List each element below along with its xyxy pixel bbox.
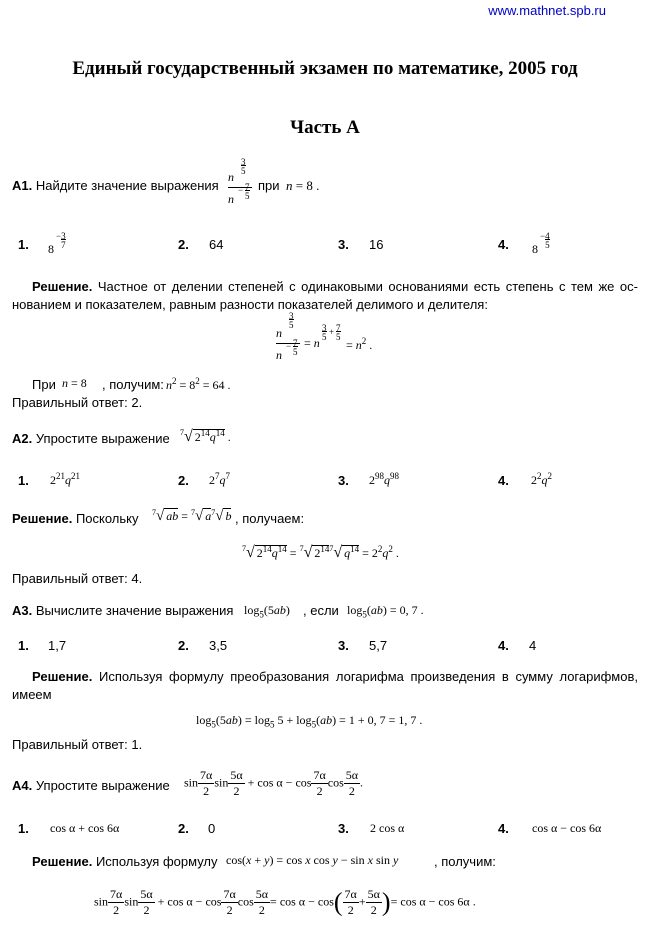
a2-option-3[interactable]: 3.	[338, 473, 349, 488]
a1-option-3-value: 16	[369, 237, 384, 252]
a2-option-2[interactable]: 2.	[178, 473, 189, 488]
a2-answer: Правильный ответ: 4.	[12, 571, 143, 586]
a1-option-2[interactable]: 2.	[178, 237, 189, 252]
a2-solution-formula-1: $^7$√ ab = $^7$√ $a^7√$ b	[152, 508, 232, 524]
a1-option-2-value: 64	[209, 237, 224, 252]
a2-solution-formula-2: $^7$√ $2^{14}q^{14} = ^7√$ $2^{147}√$ $q^{14} = 2^2q^2$ .	[242, 544, 399, 561]
a4-expression: sin $\frac{7\alpha}{2}$ sin $\frac{5\alpha}{2}$ + cos α − cos $\frac{7\alpha}{2}$ cos $\frac{5\alpha}{2}$ .	[184, 768, 364, 798]
a1-when: При	[32, 377, 56, 392]
part-title: Часть А	[290, 117, 360, 138]
a3-solution-formula: $\log_5(5ab) = \log_5 5 + \log_5(ab) = 1 + 0$, 7 = 1, 7 .	[196, 713, 423, 730]
a3-option-3[interactable]: 3.	[338, 638, 349, 653]
a1-option-1[interactable]: 1.	[18, 237, 29, 252]
a1-option-3[interactable]: 3.	[338, 237, 349, 252]
a2-solution: Решение. Поскольку	[12, 511, 139, 526]
a4-solution-formula-2: sin $\frac{7\alpha}{2}$ sin $\frac{5\alpha}{2}$ + cos α − cos $\frac{7\alpha}{2}$ cos $\frac{5\alpha}{2}$ = cos α − cos( $\frac{7\alpha}{2}$ + $\frac{5\alpha}{2}$ )= cos α − cos 6α .	[94, 887, 476, 917]
a3-answer: Правильный ответ: 1.	[12, 737, 143, 752]
document-title: Единый государственный экзамен по математике, 2005 год	[72, 58, 578, 79]
a1-solution-formula: 3 5 n n − 7 5 = n 3 5 + 7 5 = $n^2$ .	[276, 311, 373, 362]
a3-option-4[interactable]: 4.	[498, 638, 509, 653]
a2-expression: $^7$√ $2^{14}q^{14}$ .	[180, 428, 231, 445]
a2-option-1[interactable]: 1.	[18, 473, 29, 488]
a3-solution: Решение. Используя формулу преобразования логарифма произведения в сумму логарифмов, имеем	[12, 669, 638, 702]
a2-option-4[interactable]: 4.	[498, 473, 509, 488]
a1-option-4[interactable]: 4.	[498, 237, 509, 252]
a3-option-2[interactable]: 2.	[178, 638, 189, 653]
site-url[interactable]: www.mathnet.spb.ru	[488, 3, 606, 18]
a1-answer: Правильный ответ: 2.	[12, 395, 143, 410]
a4-option-3[interactable]: 3.	[338, 821, 349, 836]
a4-option-1[interactable]: 1.	[18, 821, 29, 836]
a4-option-2[interactable]: 2.	[178, 821, 189, 836]
a1-solution: Решение. Частное от делении степеней с одинаковыми основаниями есть степень с тем же ос-нованием и показателем, равным разности показателей делимого и делителя:	[12, 279, 638, 312]
question-a1: А1. Найдите значение выражения	[12, 178, 219, 193]
a3-option-1[interactable]: 1.	[18, 638, 29, 653]
question-a3: А3. Вычислите значение выражения	[12, 603, 234, 618]
a4-solution-formula-1: cos(x + y) = cos x cos y − sin x sin y	[226, 853, 399, 867]
question-label: А1.	[12, 178, 33, 193]
a3-expression: $\log_5(5ab)$	[244, 603, 290, 620]
a4-solution: Решение. Используя формулу	[32, 854, 218, 869]
question-a2: А2. Упростите выражение	[12, 431, 170, 446]
question-a4: А4. Упростите выражение	[12, 778, 170, 793]
a4-option-4[interactable]: 4.	[498, 821, 509, 836]
a1-condition: при	[258, 178, 280, 193]
